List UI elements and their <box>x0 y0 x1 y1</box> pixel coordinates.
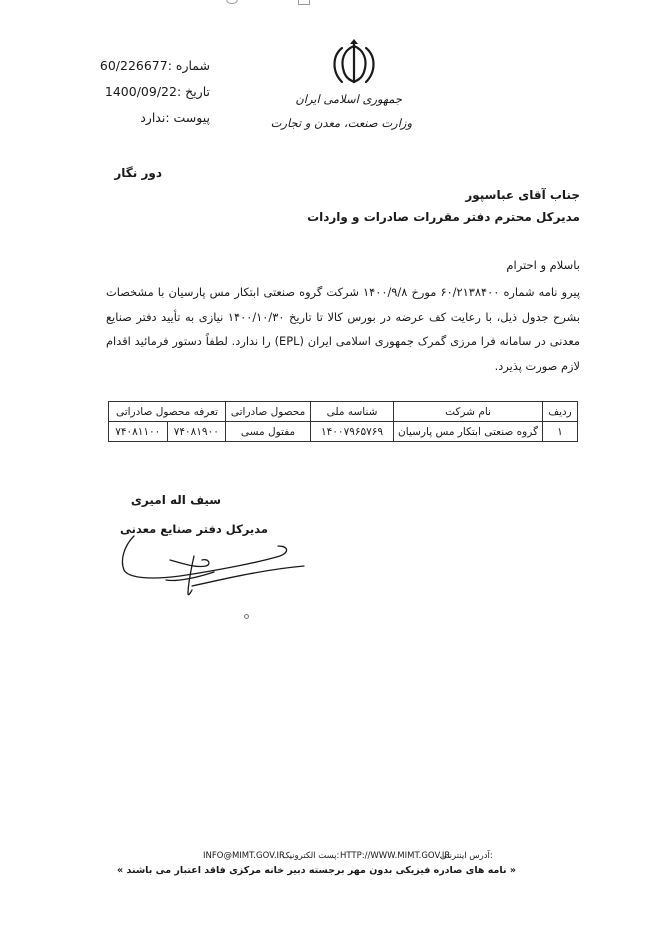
cell-export-product: مفتول مسی <box>226 422 311 442</box>
body-paragraph: پیرو نامه شماره ۶۰/۲۱۳۸۴۰۰ مورخ ۱۴۰۰/۹/۸ شرکت گروه صنعتی ابتکار مس پارسیان با مشخصات بشرح جدول ذیل، با رعایت کف عرضه در بورس کالا تا تاریخ ۱۴۰۰/۱۰/۳۰ نیازی به تأیید دفتر صنایع معدنی در سامانه فرا مرزی گمرک جمهوری اسلامی ایران (EPL) را ندارد. لطفاً دستور فرمائید اقدام لازم صورت پذیرد. <box>106 285 581 373</box>
ministry-name: وزارت صنعت، معدن و تجارت <box>270 116 412 130</box>
letter-number: شماره :60/226677 <box>99 58 210 73</box>
cell-tariff-2: ۷۴۰۸۱۱۰۰ <box>109 422 168 442</box>
scan-artifact <box>226 0 238 4</box>
cell-national-id: ۱۴۰۰۷۹۶۵۷۶۹ <box>311 422 394 442</box>
header-export-product: محصول صادراتی <box>226 402 311 422</box>
table-row <box>109 422 578 442</box>
table-header-row <box>109 402 578 422</box>
signatory-name: سیف اله امیری <box>130 493 222 507</box>
cell-row-number: ۱ <box>543 422 578 442</box>
footer-notice: « نامه های صادره فیزیکی بدون مهر برجسته دبیر خانه مرکزی فاقد اعتبار می باشند » <box>117 865 516 876</box>
emblem-icon <box>322 38 386 90</box>
footer-website: HTTP://WWW.MIMT.GOV.IR <box>340 851 451 861</box>
signatory-title: مدیرکل دفتر صنایع معدنی <box>120 522 268 536</box>
greeting: باسلام و احترام <box>506 258 580 272</box>
header-export-tariff: تعرفه محصول صادراتی <box>109 402 226 422</box>
header-row-number: ردیف <box>543 402 578 422</box>
scan-artifact <box>298 0 310 5</box>
footer-email-label: پست الکترونیک: <box>282 851 340 861</box>
footer-website-label: آدرس اینترنتی: <box>440 851 493 861</box>
recipient-title: مدیرکل محترم دفتر مقررات صادرات و واردات <box>307 210 580 224</box>
handwritten-signature <box>110 520 310 610</box>
letter-date: تاریخ :1400/09/22 <box>104 84 210 99</box>
footer-email: INFO@MIMT.GOV.IR <box>203 851 285 861</box>
cell-tariff-1: ۷۴۰۸۱۹۰۰ <box>167 422 226 442</box>
items-table <box>108 401 578 442</box>
scan-dot <box>244 614 249 619</box>
cell-company-name: گروه صنعتی ابتکار مس پارسیان <box>394 422 543 442</box>
republic-name: جمهوری اسلامی ایران <box>295 92 402 106</box>
attachment: پیوست :ندارد <box>140 110 210 125</box>
header-national-id: شناسه ملی <box>311 402 394 422</box>
recipient-name: جناب آقای عباسپور <box>465 188 580 202</box>
transmission-label: دور نگار <box>114 166 162 180</box>
header-company-name: نام شرکت <box>394 402 543 422</box>
